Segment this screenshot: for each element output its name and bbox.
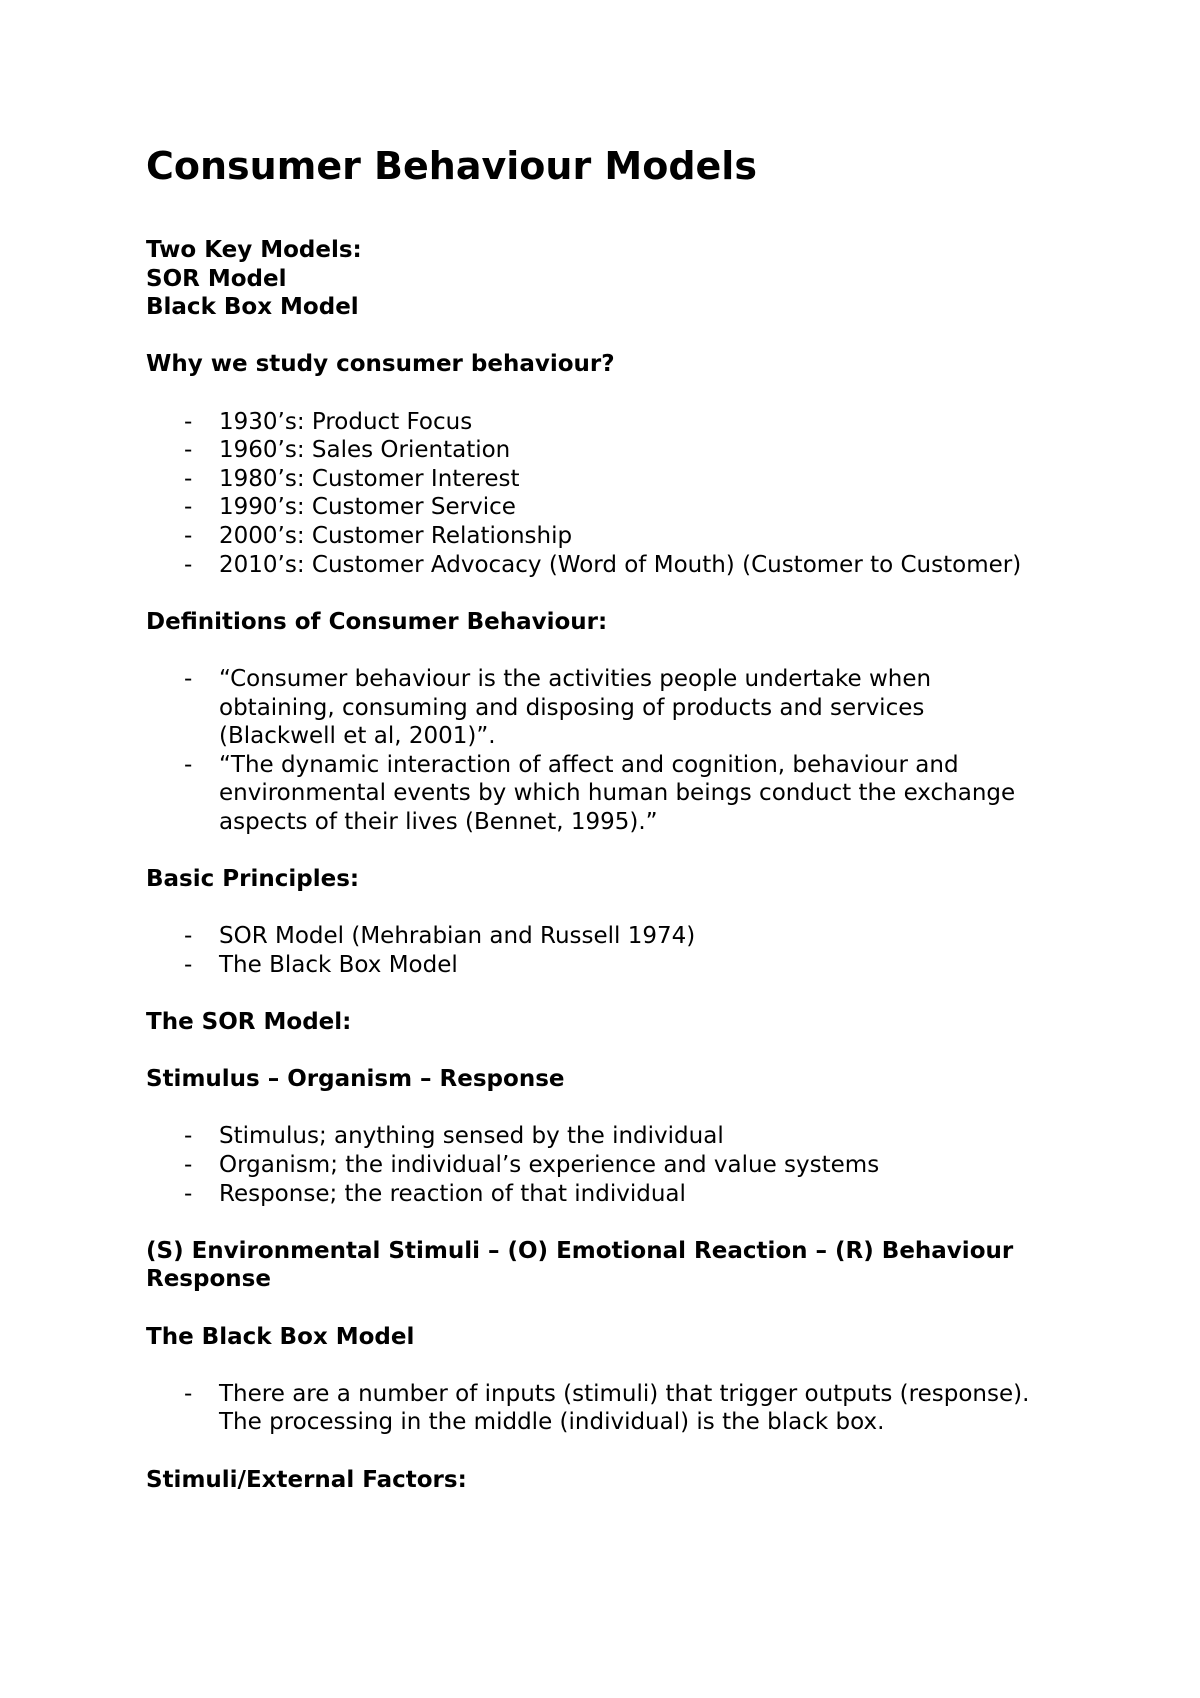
sor-summary: (S) Environmental Stimuli – (O) Emotional Reaction – (R) Behaviour Response [146,1237,1022,1293]
dash-bullet: - [184,437,193,464]
dash-bullet: - [184,522,193,549]
dash-bullet: - [184,951,193,978]
list-item: - The Black Box Model [184,951,458,978]
dash-bullet: - [184,551,193,578]
black-box-list [146,1380,1046,1437]
list-item: - 1930’s: Product Focus [184,408,473,435]
list-item: - Organism; the individual’s experience and value systems [184,1152,880,1178]
sor-heading: The SOR Model: [146,1009,352,1036]
stimuli-heading: Stimuli/External Factors: [146,1466,467,1493]
dash-bullet: - [184,665,193,692]
definitions-heading: Definitions of Consumer Behaviour: [146,608,608,635]
list-item: - 2010’s: Customer Advocacy (Word of Mouth) (Customer to Customer) [184,551,1022,578]
sor-list [146,1122,1046,1208]
list-item: - Stimulus; anything sensed by the individual [184,1123,724,1150]
key-models-heading: Two Key Models: [146,237,362,263]
principles-heading: Basic Principles: [146,866,360,893]
dash-bullet: - [184,1152,193,1178]
dash-bullet: - [184,408,193,435]
list-item: - “Consumer behaviour is the activities people undertake when obtaining, consuming and disposing of products and services (Blackwell et al, 2001)”. [184,665,932,750]
list-item: - 1990’s: Customer Service [184,494,516,521]
document-page [146,138,1046,1494]
dash-bullet: - [184,1180,193,1207]
principles-list [146,922,1046,979]
dash-bullet: - [184,465,193,492]
dash-bullet: - [184,751,193,778]
list-item: - 1960’s: Sales Orientation [184,437,511,464]
dash-bullet: - [184,494,193,521]
list-item: - There are a number of inputs (stimuli) that trigger outputs (response). The processing in the middle (individual) is the black box. [184,1380,1030,1436]
list-item: - SOR Model (Mehrabian and Russell 1974) [184,923,696,950]
black-box-heading: The Black Box Model [146,1323,415,1350]
document-title: Consumer Behaviour Models [146,144,757,188]
dash-bullet: - [184,923,193,950]
list-item: - Response; the reaction of that individual [184,1180,686,1207]
dash-bullet: - [184,1380,193,1407]
why-heading: Why we study consumer behaviour? [146,351,615,378]
key-model-black-box: Black Box Model [146,294,359,321]
sor-subheading: Stimulus – Organism – Response [146,1066,565,1093]
key-model-sor: SOR Model [146,265,287,292]
dash-bullet: - [184,1123,193,1150]
list-item: - “The dynamic interaction of affect and cognition, behaviour and environmental events by which human beings conduct the exchange aspects of their lives (Bennet, 1995).” [184,751,1016,835]
why-list [146,408,1046,580]
list-item: - 2000’s: Customer Relationship [184,522,573,549]
list-item: - 1980’s: Customer Interest [184,465,520,492]
definitions-list [146,665,1046,837]
